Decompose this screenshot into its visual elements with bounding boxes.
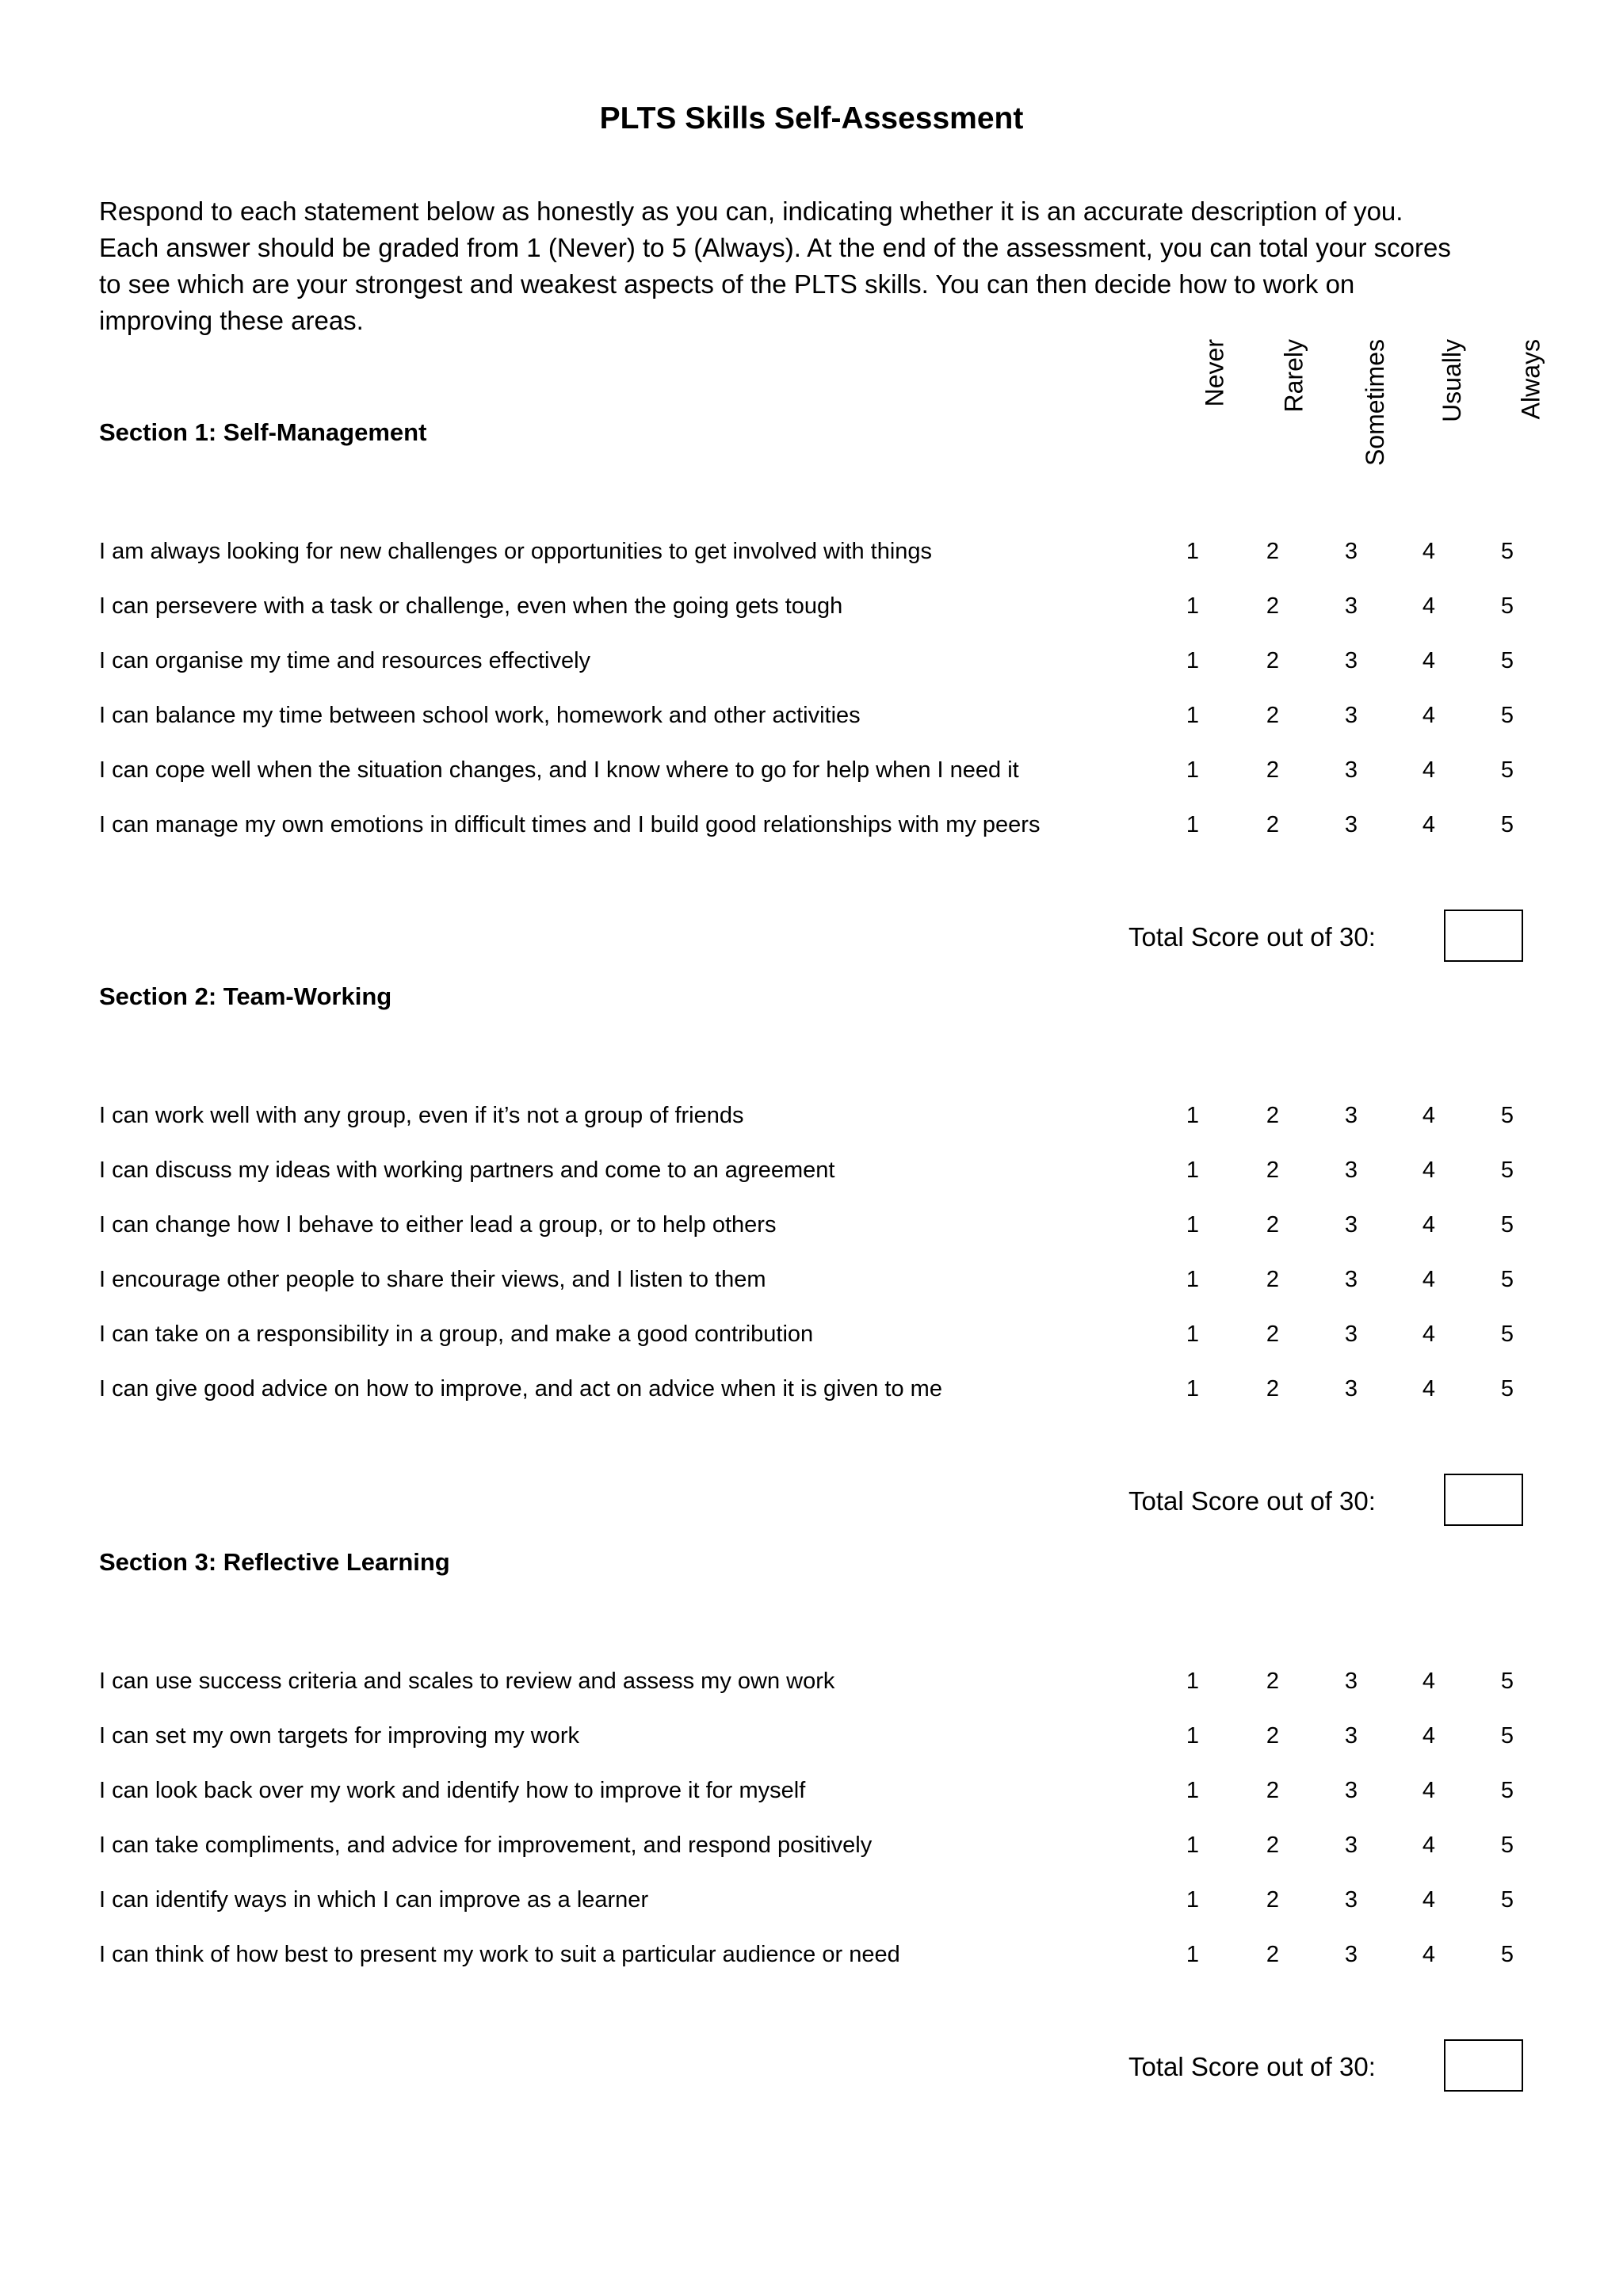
section-title: Section 1: Self-Management: [99, 418, 427, 446]
scale-label-text: Rarely: [1279, 339, 1308, 413]
total-score-box[interactable]: [1444, 1474, 1523, 1526]
score-option-1[interactable]: 1: [1186, 757, 1200, 783]
score-option-5[interactable]: 5: [1500, 703, 1514, 728]
instructions-line: Each answer should be graded from 1 (Never) to 5 (Always). At the end of the assessment, you can total your scores: [99, 233, 1451, 262]
score-option-1[interactable]: 1: [1186, 1322, 1200, 1347]
question-text: I can manage my own emotions in difficult times and I build good relationships with my peers: [99, 812, 1041, 837]
score-option-1[interactable]: 1: [1186, 1376, 1200, 1402]
score-option-1[interactable]: 1: [1186, 539, 1200, 564]
score-option-1[interactable]: 1: [1186, 1942, 1200, 1967]
score-option-1[interactable]: 1: [1186, 593, 1200, 619]
question-text: I can balance my time between school work, homework and other activities: [99, 703, 861, 728]
total-score-box[interactable]: [1444, 2039, 1523, 2092]
page-title: PLTS Skills Self-Assessment: [599, 101, 1024, 135]
question-text: I can persevere with a task or challenge, even when the going gets tough: [99, 593, 843, 619]
score-option-5[interactable]: 5: [1500, 593, 1514, 619]
score-option-3[interactable]: 3: [1344, 1778, 1358, 1803]
score-option-1[interactable]: 1: [1186, 812, 1200, 837]
total-score-label: Total Score out of 30:: [1128, 922, 1376, 952]
score-option-4[interactable]: 4: [1422, 1376, 1436, 1402]
score-option-3[interactable]: 3: [1344, 593, 1358, 619]
score-option-2[interactable]: 2: [1266, 539, 1280, 564]
score-option-1[interactable]: 1: [1186, 1778, 1200, 1803]
score-option-3[interactable]: 3: [1344, 1212, 1358, 1238]
score-option-2[interactable]: 2: [1266, 1778, 1280, 1803]
score-option-3[interactable]: 3: [1344, 1158, 1358, 1183]
score-option-3[interactable]: 3: [1344, 812, 1358, 837]
score-option-5[interactable]: 5: [1500, 1887, 1514, 1913]
score-option-1[interactable]: 1: [1186, 1267, 1200, 1292]
score-option-5[interactable]: 5: [1500, 1212, 1514, 1238]
score-option-5[interactable]: 5: [1500, 1942, 1514, 1967]
score-option-2[interactable]: 2: [1266, 1322, 1280, 1347]
score-option-1[interactable]: 1: [1186, 1887, 1200, 1913]
question-text: I can organise my time and resources effectively: [99, 648, 591, 673]
score-option-2[interactable]: 2: [1266, 812, 1280, 837]
score-option-5[interactable]: 5: [1500, 1103, 1514, 1128]
score-option-4[interactable]: 4: [1422, 1778, 1436, 1803]
section-title: Section 3: Reflective Learning: [99, 1548, 450, 1576]
total-score-label: Total Score out of 30:: [1128, 1486, 1376, 1516]
score-option-4[interactable]: 4: [1422, 1158, 1436, 1183]
score-option-4[interactable]: 4: [1422, 593, 1436, 619]
score-option-4[interactable]: 4: [1422, 1833, 1436, 1858]
score-option-5[interactable]: 5: [1500, 757, 1514, 783]
score-option-5[interactable]: 5: [1500, 1376, 1514, 1402]
score-option-4[interactable]: 4: [1422, 1212, 1436, 1238]
instructions: [99, 193, 1541, 339]
instructions-line: to see which are your strongest and weakest aspects of the PLTS skills. You can then decide how to work on: [99, 269, 1355, 299]
score-option-2[interactable]: 2: [1266, 1887, 1280, 1913]
score-option-2[interactable]: 2: [1266, 1942, 1280, 1967]
score-option-1[interactable]: 1: [1186, 1158, 1200, 1183]
score-option-2[interactable]: 2: [1266, 757, 1280, 783]
score-option-2[interactable]: 2: [1266, 1158, 1280, 1183]
question-text: I can take compliments, and advice for improvement, and respond positively: [99, 1833, 873, 1858]
question-text: I can give good advice on how to improve, and act on advice when it is given to me: [99, 1376, 942, 1402]
score-option-3[interactable]: 3: [1344, 1267, 1358, 1292]
score-option-5[interactable]: 5: [1500, 1322, 1514, 1347]
score-option-5[interactable]: 5: [1500, 1158, 1514, 1183]
score-option-5[interactable]: 5: [1500, 648, 1514, 673]
score-option-4[interactable]: 4: [1422, 648, 1436, 673]
score-option-3[interactable]: 3: [1344, 1669, 1358, 1694]
score-option-5[interactable]: 5: [1500, 1267, 1514, 1292]
score-option-2[interactable]: 2: [1266, 703, 1280, 728]
score-option-3[interactable]: 3: [1344, 1887, 1358, 1913]
score-option-5[interactable]: 5: [1500, 1778, 1514, 1803]
score-option-3[interactable]: 3: [1344, 703, 1358, 728]
question-text: I can look back over my work and identify how to improve it for myself: [99, 1778, 806, 1803]
score-option-3[interactable]: 3: [1344, 1942, 1358, 1967]
score-option-5[interactable]: 5: [1500, 1833, 1514, 1858]
scale-label-text: Never: [1200, 339, 1228, 407]
score-option-3[interactable]: 3: [1344, 1376, 1358, 1402]
score-option-3[interactable]: 3: [1344, 1103, 1358, 1128]
score-option-4[interactable]: 4: [1422, 1103, 1436, 1128]
score-option-4[interactable]: 4: [1422, 539, 1436, 564]
score-option-1[interactable]: 1: [1186, 1669, 1200, 1694]
instructions-line: Respond to each statement below as honestly as you can, indicating whether it is an accurate description of you.: [99, 196, 1403, 226]
score-option-4[interactable]: 4: [1422, 1267, 1436, 1292]
score-option-4[interactable]: 4: [1422, 1669, 1436, 1694]
scale-label-text: Always: [1516, 339, 1545, 420]
question-text: I am always looking for new challenges or opportunities to get involved with things: [99, 539, 933, 564]
total-score-label: Total Score out of 30:: [1128, 2052, 1376, 2081]
section-title: Section 2: Team-Working: [99, 982, 392, 1010]
score-option-4[interactable]: 4: [1422, 1723, 1436, 1749]
question-text: I can think of how best to present my work to suit a particular audience or need: [99, 1942, 900, 1967]
score-option-4[interactable]: 4: [1422, 703, 1436, 728]
score-option-2[interactable]: 2: [1266, 1669, 1280, 1694]
instructions-line: improving these areas.: [99, 306, 364, 335]
score-option-2[interactable]: 2: [1266, 1103, 1280, 1128]
score-option-2[interactable]: 2: [1266, 1833, 1280, 1858]
score-option-4[interactable]: 4: [1422, 1887, 1436, 1913]
score-option-3[interactable]: 3: [1344, 1723, 1358, 1749]
score-option-2[interactable]: 2: [1266, 1376, 1280, 1402]
score-option-4[interactable]: 4: [1422, 1322, 1436, 1347]
score-option-5[interactable]: 5: [1500, 539, 1514, 564]
score-option-2[interactable]: 2: [1266, 593, 1280, 619]
score-option-4[interactable]: 4: [1422, 812, 1436, 837]
scale-label-text: Sometimes: [1361, 339, 1389, 467]
score-option-1[interactable]: 1: [1186, 1212, 1200, 1238]
score-option-2[interactable]: 2: [1266, 1723, 1280, 1749]
score-option-4[interactable]: 4: [1422, 1942, 1436, 1967]
score-option-3[interactable]: 3: [1344, 648, 1358, 673]
score-option-1[interactable]: 1: [1186, 648, 1200, 673]
question-text: I encourage other people to share their views, and I listen to them: [99, 1267, 766, 1292]
question-text: I can discuss my ideas with working partners and come to an agreement: [99, 1158, 835, 1183]
score-option-1[interactable]: 1: [1186, 1723, 1200, 1749]
score-option-1[interactable]: 1: [1186, 1103, 1200, 1128]
score-option-5[interactable]: 5: [1500, 1669, 1514, 1694]
question-text: I can take on a responsibility in a group, and make a good contribution: [99, 1322, 814, 1347]
score-option-5[interactable]: 5: [1500, 1723, 1514, 1749]
score-option-1[interactable]: 1: [1186, 1833, 1200, 1858]
score-option-3[interactable]: 3: [1344, 1322, 1358, 1347]
scale-label-text: Usually: [1438, 339, 1466, 422]
question-text: I can identify ways in which I can improve as a learner: [99, 1887, 649, 1913]
score-option-3[interactable]: 3: [1344, 539, 1358, 564]
score-option-1[interactable]: 1: [1186, 703, 1200, 728]
question-text: I can use success criteria and scales to review and assess my own work: [99, 1669, 835, 1694]
score-option-4[interactable]: 4: [1422, 757, 1436, 783]
score-option-2[interactable]: 2: [1266, 1267, 1280, 1292]
score-option-3[interactable]: 3: [1344, 1833, 1358, 1858]
question-text: I can cope well when the situation changes, and I know where to go for help when I need it: [99, 757, 1019, 783]
score-option-2[interactable]: 2: [1266, 648, 1280, 673]
question-text: I can work well with any group, even if it’s not a group of friends: [99, 1103, 744, 1128]
score-option-2[interactable]: 2: [1266, 1212, 1280, 1238]
score-option-5[interactable]: 5: [1500, 812, 1514, 837]
score-option-3[interactable]: 3: [1344, 757, 1358, 783]
question-text: I can change how I behave to either lead a group, or to help others: [99, 1212, 777, 1238]
total-score-box[interactable]: [1444, 910, 1523, 962]
question-text: I can set my own targets for improving my work: [99, 1723, 579, 1749]
